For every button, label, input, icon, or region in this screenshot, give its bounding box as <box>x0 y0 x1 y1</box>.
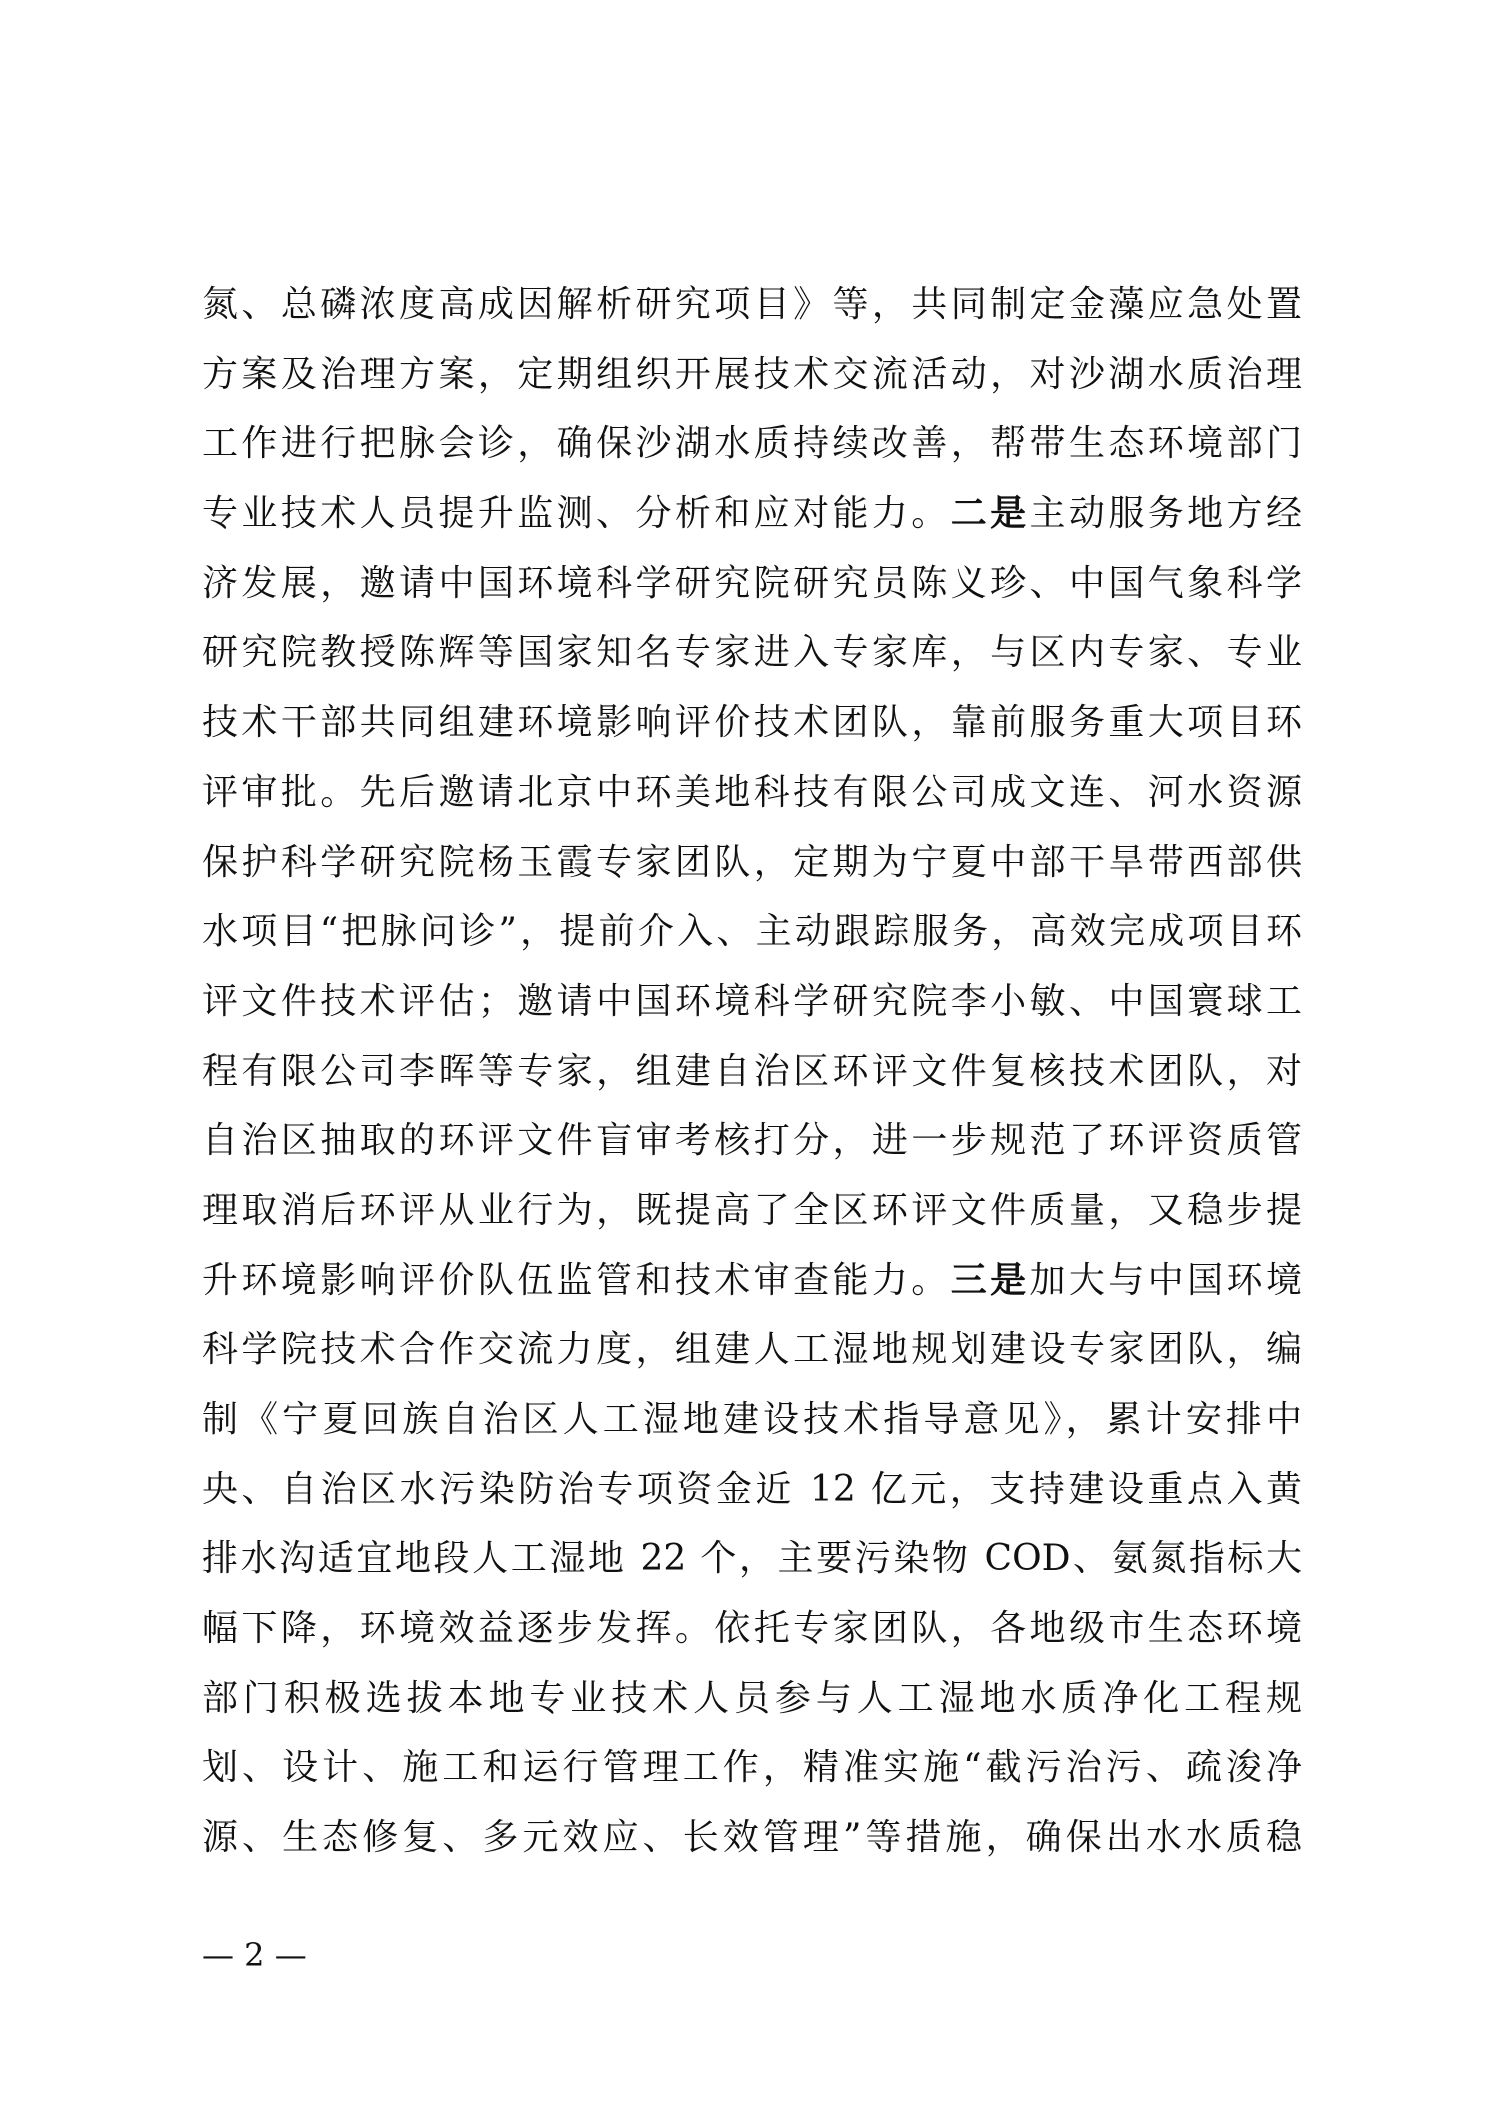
line-text: 工作进行把脉会诊，确保沙湖水质持续改善，帮带生态环境部门 <box>202 423 1302 465</box>
line-text: 幅下降，环境效益逐步发挥。依托专家团队，各地级市生态环境 <box>202 1608 1302 1650</box>
line-text: 水项目“把脉问诊”，提前介入、主动跟踪服务，高效完成项目环 <box>202 911 1302 953</box>
line-text: 主动服务地方经 <box>1029 493 1302 535</box>
text-line <box>202 688 1302 758</box>
text-line <box>202 618 1302 688</box>
line-text: 升环境影响评价队伍监管和技术审查能力。 <box>202 1259 951 1301</box>
line-text: 评审批。先后邀请北京中环美地科技有限公司成文连、河水资源 <box>202 771 1302 813</box>
text-line <box>202 967 1302 1037</box>
text-line <box>202 1106 1302 1176</box>
text-line <box>202 549 1302 619</box>
line-text: 加大与中国环境 <box>1029 1259 1302 1301</box>
text-line <box>202 409 1302 479</box>
line-text: 科学院技术合作交流力度，组建人工湿地规划建设专家团队，编 <box>202 1329 1302 1371</box>
text-line <box>202 270 1302 340</box>
line-text: 程有限公司李晖等专家，组建自治区环评文件复核技术团队，对 <box>202 1050 1302 1092</box>
text-line <box>202 479 1302 549</box>
text-line <box>202 340 1302 410</box>
text-line <box>202 758 1302 828</box>
line-text: 部门积极选拔本地专业技术人员参与人工湿地水质净化工程规 <box>202 1677 1302 1719</box>
body-paragraph <box>202 270 1302 1873</box>
text-line <box>202 1315 1302 1385</box>
line-text: 济发展，邀请中国环境科学研究院研究员陈义珍、中国气象科学 <box>202 562 1302 604</box>
line-text: 源、生态修复、多元效应、长效管理”等措施，确保出水水质稳 <box>202 1817 1302 1859</box>
text-line <box>202 1246 1302 1316</box>
text-line <box>202 1037 1302 1107</box>
text-line <box>202 1385 1302 1455</box>
text-line <box>202 828 1302 898</box>
bold-marker-text: 三是 <box>950 1258 1030 1301</box>
text-line <box>202 1664 1302 1734</box>
line-text: 制《宁夏回族自治区人工湿地建设技术指导意见》，累计安排中 <box>202 1399 1302 1440</box>
bold-marker-text: 二是 <box>950 492 1030 535</box>
text-line <box>202 1176 1302 1246</box>
line-text: 氮、总磷浓度高成因解析研究项目》等，共同制定金藻应急处置 <box>202 284 1302 325</box>
line-text: 央、自治区水污染防治专项资金近 12 亿元，支持建设重点入黄 <box>202 1468 1302 1510</box>
line-text: 研究院教授陈辉等国家知名专家进入专家库，与区内专家、专业 <box>202 632 1302 674</box>
page-number: — 2 — <box>202 1936 307 1974</box>
text-line <box>202 1524 1302 1594</box>
line-text: 评文件技术评估；邀请中国环境科学研究院李小敏、中国寰球工 <box>202 980 1302 1022</box>
line-text: 技术干部共同组建环境影响评价技术团队，靠前服务重大项目环 <box>202 702 1302 744</box>
line-text: 理取消后环评从业行为，既提高了全区环评文件质量，又稳步提 <box>202 1189 1302 1231</box>
text-line <box>202 1594 1302 1664</box>
text-line <box>202 1803 1302 1873</box>
text-line <box>202 1455 1302 1525</box>
line-text: 排水沟适宜地段人工湿地 22 个，主要污染物 COD、氨氮指标大 <box>202 1538 1302 1580</box>
text-line <box>202 1733 1302 1803</box>
line-text: 自治区抽取的环评文件盲审考核打分，进一步规范了环评资质管 <box>202 1120 1302 1162</box>
line-text: 方案及治理方案，定期组织开展技术交流活动，对沙湖水质治理 <box>202 353 1302 395</box>
line-text: 专业技术人员提升监测、分析和应对能力。 <box>202 493 951 535</box>
line-text: 保护科学研究院杨玉霞专家团队，定期为宁夏中部干旱带西部供 <box>202 841 1302 883</box>
text-line <box>202 897 1302 967</box>
line-text: 划、设计、施工和运行管理工作，精准实施“截污治污、疏浚净 <box>202 1747 1302 1789</box>
